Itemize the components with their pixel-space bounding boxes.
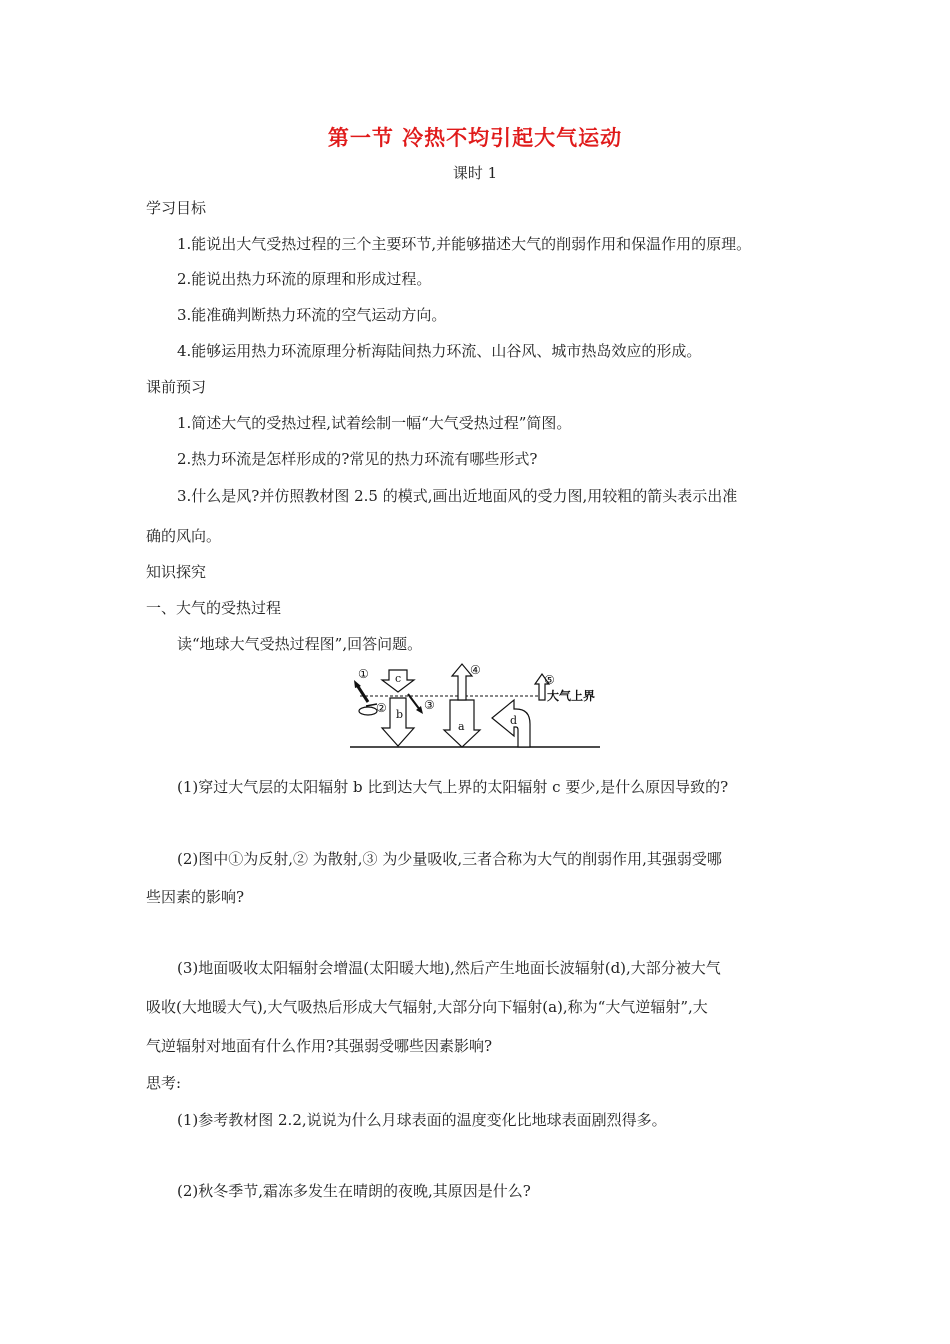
lesson-subtitle: 课时 1 xyxy=(452,164,498,182)
label-c: c xyxy=(395,672,402,685)
think-item: (1)参考教材图 2.2,说说为什么月球表面的温度变化比地球表面剧烈得多。 xyxy=(177,1111,667,1129)
read-prompt: 读“地球大气受热过程图”,回答问题。 xyxy=(177,635,423,653)
question-item: (1)穿过大气层的太阳辐射 b 比到达大气上界的太阳辐射 c 要少,是什么原因导致的? xyxy=(177,778,729,796)
arrow-3-absorption xyxy=(408,694,420,710)
arrow-4 xyxy=(452,664,472,700)
atmosphere-heating-diagram xyxy=(346,660,606,752)
label-4: ④ xyxy=(470,663,481,677)
preview-item: 2.热力环流是怎样形成的?常见的热力环流有哪些形式? xyxy=(177,450,538,468)
explore-heading: 知识探究 xyxy=(146,563,207,581)
label-d: d xyxy=(510,714,518,727)
preview-heading: 课前预习 xyxy=(146,378,207,396)
question-item-continued: 些因素的影响? xyxy=(146,888,245,906)
label-5: ⑤ xyxy=(544,673,555,687)
objective-item: 2.能说出热力环流的原理和形成过程。 xyxy=(177,270,432,288)
question-item: (2)图中①为反射,② 为散射,③ 为少量吸收,三者合称为大气的削弱作用,其强弱受哪 xyxy=(177,850,722,868)
label-a: a xyxy=(458,720,465,733)
question-item: (3)地面吸收太阳辐射会增温(太阳暖大地),然后产生地面长波辐射(d),大部分被大气 xyxy=(177,959,721,977)
label-upper-boundary: 大气上界 xyxy=(547,689,596,703)
objectives-heading: 学习目标 xyxy=(146,199,207,217)
objective-item: 1.能说出大气受热过程的三个主要环节,并能够描述大气的削弱作用和保温作用的原理。 xyxy=(177,235,752,253)
section-heading: 一、大气的受热过程 xyxy=(146,599,282,617)
question-item-continued: 吸收(大地暖大气),大气吸热后形成大气辐射,大部分向下辐射(a),称为“大气逆辐射”,大 xyxy=(146,998,708,1016)
page-title: 第一节 冷热不均引起大气运动 xyxy=(327,126,623,150)
think-heading: 思考: xyxy=(146,1074,182,1092)
label-b: b xyxy=(396,708,404,721)
arrow-b xyxy=(382,698,414,746)
label-1: ① xyxy=(358,667,369,681)
think-item: (2)秋冬季节,霜冻多发生在晴朗的夜晚,其原因是什么? xyxy=(177,1182,531,1200)
arrow-1-reflection xyxy=(357,685,368,702)
preview-item-continued: 确的风向。 xyxy=(146,527,222,545)
cloud-scatter xyxy=(359,707,377,715)
question-item-continued: 气逆辐射对地面有什么作用?其强弱受哪些因素影响? xyxy=(146,1037,493,1055)
objective-item: 3.能准确判断热力环流的空气运动方向。 xyxy=(177,306,447,324)
objective-item: 4.能够运用热力环流原理分析海陆间热力环流、山谷风、城市热岛效应的形成。 xyxy=(177,342,702,360)
label-2: ② xyxy=(376,701,387,715)
preview-item: 1.简述大气的受热过程,试着绘制一幅“大气受热过程”简图。 xyxy=(177,414,572,432)
label-3: ③ xyxy=(424,698,435,712)
preview-item: 3.什么是风?并仿照教材图 2.5 的模式,画出近地面风的受力图,用较粗的箭头表示出准 xyxy=(177,487,738,505)
